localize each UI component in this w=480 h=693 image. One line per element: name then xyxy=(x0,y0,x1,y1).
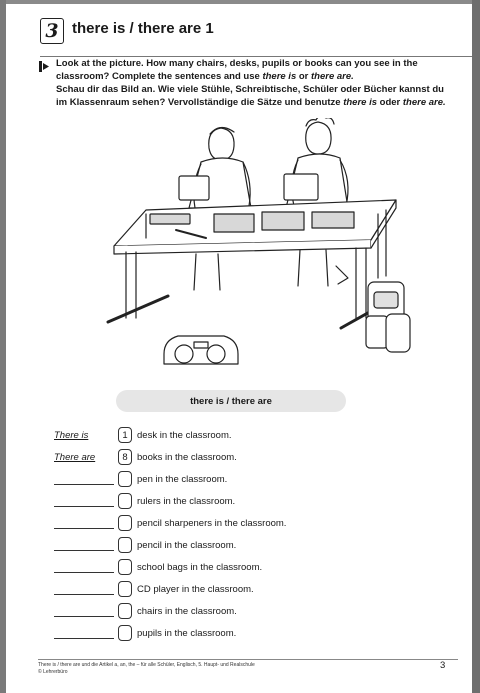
instructions-german xyxy=(56,84,446,109)
sentence-text: CD player in the classroom. xyxy=(137,583,254,595)
footer-text xyxy=(38,662,255,675)
header-divider xyxy=(40,56,472,57)
sentence-text: chairs in the classroom. xyxy=(137,605,237,617)
sentence-text: pencil sharpeners in the classroom. xyxy=(137,517,287,529)
exercise-row xyxy=(54,446,454,468)
exercise-row xyxy=(54,578,454,600)
count-box[interactable] xyxy=(118,537,132,553)
answer-text: There are xyxy=(54,451,96,463)
sentence-text: pupils in the classroom. xyxy=(137,627,237,639)
page-title: there is / there are 1 xyxy=(72,20,214,37)
answer-blank-line[interactable] xyxy=(54,627,114,639)
exercise-rows xyxy=(54,424,454,644)
sentence-text: school bags in the classroom. xyxy=(137,561,263,573)
instr-en-there-is: there is xyxy=(262,70,297,82)
exercise-row xyxy=(54,556,454,578)
exercise-row xyxy=(54,490,454,512)
scan-edge-left xyxy=(0,0,6,693)
worksheet-header xyxy=(40,18,472,48)
instructions xyxy=(56,58,446,110)
count-box[interactable] xyxy=(118,581,132,597)
exercise-row xyxy=(54,468,454,490)
footer-line-1: There is / there are und die Artikel a, an, the – für alle Schüler, Englisch, 5. Haupt- und Realschule xyxy=(38,662,255,668)
count-box[interactable] xyxy=(118,471,132,487)
scan-edge-right xyxy=(472,0,480,693)
answer-blank-line[interactable] xyxy=(54,539,114,551)
exercise-row xyxy=(54,622,454,644)
page-number: 3 xyxy=(440,660,446,671)
answer-blank-line[interactable] xyxy=(54,605,114,617)
sentence-text: desk in the classroom. xyxy=(137,429,232,441)
sentence-text: pen in the classroom. xyxy=(137,473,228,485)
sentence-text: pencil in the classroom. xyxy=(137,539,237,551)
count-box: 1 xyxy=(118,427,132,443)
instr-de-text: Schau dir das Bild an. Wie viele Stühle, Schreibtische, Schüler oder Bücher kannst du im Klassenraum sehen? Vervollständige die Sätze und benutze xyxy=(56,84,444,108)
exercise-row xyxy=(54,512,454,534)
word-box-pill: there is / there are xyxy=(116,390,346,412)
pencil-task-icon xyxy=(38,60,50,73)
unit-number-badge xyxy=(40,18,64,44)
exercise-row xyxy=(54,424,454,446)
answer-blank-line[interactable] xyxy=(54,561,114,573)
count-box: 8 xyxy=(118,449,132,465)
count-box[interactable] xyxy=(118,625,132,641)
school-bag xyxy=(366,282,410,352)
cd-player xyxy=(164,336,238,364)
count-box[interactable] xyxy=(118,603,132,619)
footer-line-2: © Lehrerbüro xyxy=(38,668,68,675)
answer-text: There is xyxy=(54,429,89,441)
classroom-illustration xyxy=(86,118,416,380)
instr-de-oder: oder xyxy=(377,96,403,108)
instructions-english xyxy=(56,58,446,83)
footer-divider xyxy=(38,659,458,660)
sentence-text: rulers in the classroom. xyxy=(137,495,236,507)
instr-de-there-is: there is xyxy=(343,96,377,108)
instr-en-text: Look at the picture. How many chairs, desks, pupils or books can you see in the classroom? Complete the sentences and use xyxy=(56,58,418,82)
count-box[interactable] xyxy=(118,559,132,575)
instr-en-there-are: there are. xyxy=(311,70,354,82)
count-box[interactable] xyxy=(118,493,132,509)
answer-blank-line[interactable] xyxy=(54,495,114,507)
count-box[interactable] xyxy=(118,515,132,531)
sentence-text: books in the classroom. xyxy=(137,451,237,463)
exercise-row xyxy=(54,534,454,556)
answer-blank-line[interactable] xyxy=(54,517,114,529)
instr-de-there-are: there are. xyxy=(402,96,446,108)
exercise-row xyxy=(54,600,454,622)
unit-number: 3 xyxy=(45,20,59,42)
answer-blank-line[interactable] xyxy=(54,473,114,485)
instr-en-or: or xyxy=(296,70,312,82)
answer-blank-line[interactable] xyxy=(54,583,114,595)
scan-edge-top xyxy=(0,0,480,4)
